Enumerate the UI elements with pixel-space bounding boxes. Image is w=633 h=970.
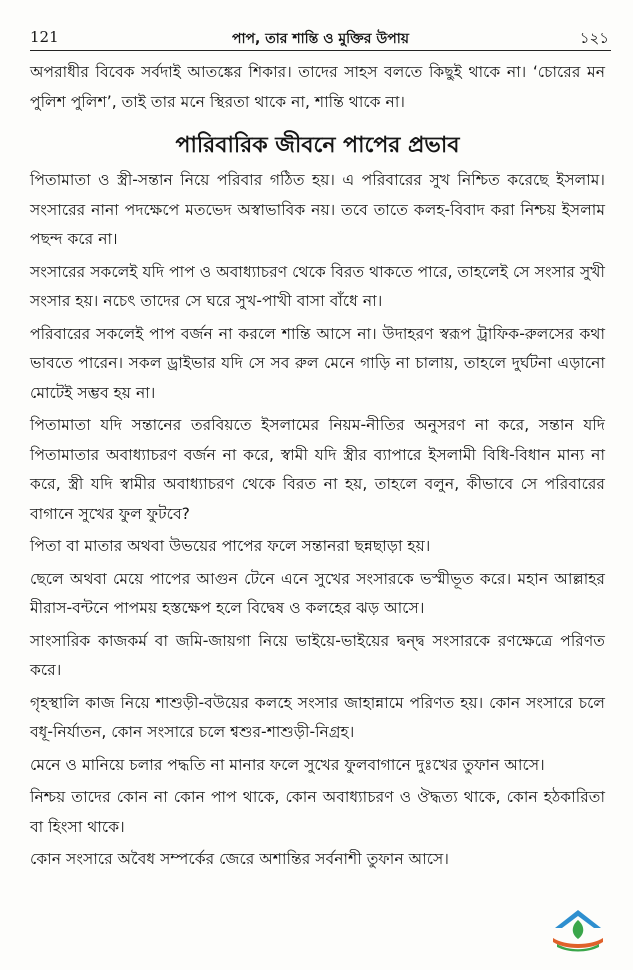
paragraph: পিতা বা মাতার অথবা উভয়ের পাপের ফলে সন্তানরা ছন্নছাড়া হয়। xyxy=(30,537,431,555)
logo-leaf xyxy=(573,920,584,939)
paragraph: পিতামাতা যদি সন্তানের তরবিয়তে ইসলামের নিয়ম-নীতির অনুসরণ না করে, সন্তান যদি পিতামাতার অবাধ্যাচরণ বর্জন না করে, স্বামী যদি স্ত্রীর ব্যাপারে ইসলামী বিধি-বিধান মান্য না করে, স্ত্রী যদি স্বামীর অবাধ্যাচরণ থেকে বিরত না হয়, তাহলে বলুন, কীভাবে সে পরিবারের বাগানে সুখের ফুল ফুটবে? xyxy=(30,416,605,523)
paragraph: সাংসারিক কাজকর্ম বা জমি-জায়গা নিয়ে ভাইয়ে-ভাইয়ের দ্বন্দ্ব সংসারকে রণক্ষেত্রে পরিণত করে। xyxy=(30,631,605,679)
running-header xyxy=(30,26,611,51)
paragraph: পরিবারের সকলেই পাপ বর্জন না করলে শান্তি আসে না। উদাহরণ স্বরূপ ট্রাফিক-রুলসের কথা ভাবতে পারেন। সকল ড্রাইভার যদি সে সব রুল মেনে গাড়ি না চালায়, তাহলে দুর্ঘটনা এড়ানো মোটেই সম্ভব হয় না। xyxy=(30,324,605,402)
paragraph: পিতামাতা ও স্ত্রী-সন্তান নিয়ে পরিবার গঠিত হয়। এ পরিবারের সুখ নিশ্চিত করেছে ইসলাম। সংসারের নানা পদক্ষেপে মতভেদ অস্বাভাবিক নয়। তবে তাতে কলহ-বিবাদ করা নিশ্চয় ইসলাম পছন্দ করে না। xyxy=(30,171,605,248)
paragraph: ছেলে অথবা মেয়ে পাপের আগুন টেনে এনে সুখের সংসারকে ভস্মীভূত করে। মহান আল্লাহর মীরাস-বন্টনে পাপময় হস্তক্ষেপ হলে বিদ্বেষ ও কলহের ঝড় আসে। xyxy=(30,569,605,617)
page-number-bengali: ১২১ xyxy=(579,29,609,47)
publisher-logo-icon xyxy=(547,906,609,952)
paragraph: মেনে ও মানিয়ে চলার পদ্ধতি না মানার ফলে সুখের ফুলবাগানে দুঃখের তুফান আসে। xyxy=(30,755,545,774)
intro-paragraph: অপরাধীর বিবেক সর্বদাই আতঙ্কের শিকার। তাদের সাহস বলতে কিছুই থাকে না। ‘চোরের মন পুলিশ পুলিশ’, তাই তার মনে স্থিরতা থাকে না, শান্তি থাকে না। xyxy=(30,63,605,111)
paragraph: কোন সংসারে অবৈধ সম্পর্কের জেরে অশান্তির সর্বনাশী তুফান আসে। xyxy=(30,850,449,868)
paragraph: সংসারের সকলেই যদি পাপ ও অবাধ্যাচরণ থেকে বিরত থাকতে পারে, তাহলেই সে সংসার সুখী সংসার হয়। নচেৎ তাদের সে ঘরে সুখ-পাখী বাসা বাঁধে না। xyxy=(30,262,605,310)
page-number-latin: 121 xyxy=(30,28,59,46)
body-text xyxy=(30,58,605,878)
running-header-title: পাপ, তার শান্তি ও মুক্তির উপায় xyxy=(231,31,410,47)
paragraph: নিশ্চয় তাদের কোন না কোন পাপ থাকে, কোন অবাধ্যাচরণ ও ঔদ্ধত্য থাকে, কোন হঠকারিতা বা হিংসা থাকে। xyxy=(30,788,605,836)
section-heading: পারিবারিক জীবনে পাপের প্রভাব xyxy=(175,133,460,158)
paragraph: গৃহস্থালি কাজ নিয়ে শাশুড়ী-বউয়ের কলহে সংসার জাহান্নামে পরিণত হয়। কোন সংসারে চলে বধূ-নির্যাতন, কোন সংসারে চলে শ্বশুর-শাশুড়ী-নিগ্রহ। xyxy=(30,693,605,741)
